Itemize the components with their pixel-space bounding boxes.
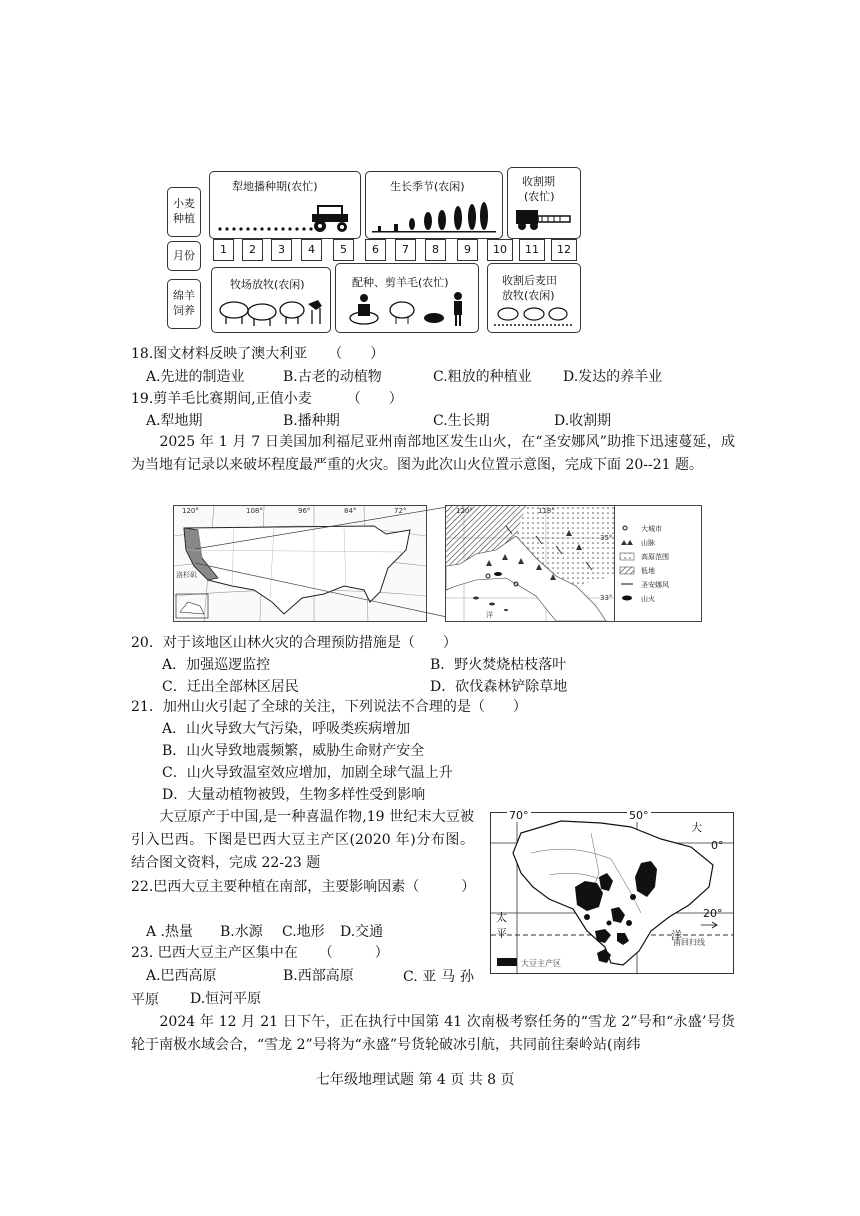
- usa-lon-label: 84°: [344, 507, 357, 515]
- q20-option-d: D．砍伐森林铲除草地: [430, 679, 568, 695]
- wheat-row-label-box: [167, 187, 201, 237]
- brazil-lat-0: 0°: [711, 839, 724, 852]
- month-cell: 8: [425, 239, 446, 261]
- zoom-connector-lines: [195, 505, 455, 625]
- brazil-ocean-left-2: 平: [496, 927, 507, 940]
- q21-option-b: B．山火导致地震频繁，威胁生命财产安全: [162, 743, 425, 759]
- month-cell: 12: [551, 239, 577, 261]
- tropic-of-capricorn-label: 南回归线: [673, 938, 705, 947]
- sheep-row-label-box: [167, 279, 201, 329]
- month-label: 月份: [173, 249, 195, 262]
- q19-option-d: D.收割期: [554, 413, 612, 429]
- post-harvest-grazing-box: [487, 263, 581, 333]
- month-cell: 1: [213, 239, 234, 261]
- legend-mountain: 山脉: [641, 539, 655, 547]
- q22-option-a: A .热量: [146, 924, 194, 940]
- month-cell: 5: [333, 239, 354, 261]
- q18-option-b: B.古老的动植物: [283, 369, 382, 385]
- los-angeles-label: 洛杉矶: [176, 571, 197, 579]
- harvest-phase-label-2: (农忙): [524, 190, 555, 203]
- plow-sow-phase-box: [209, 171, 361, 239]
- q20-stem: 20．对于该地区山林火灾的合理预防措施是（ ）: [131, 635, 457, 651]
- usa-lon-label: 108°: [246, 507, 263, 515]
- q21-option-a: A．山火导致大气污染，呼吸类疾病增加: [162, 721, 411, 737]
- legend-city: 大城市: [641, 525, 662, 533]
- brazil-ocean-top: 大: [691, 821, 702, 834]
- brazil-lon-70: 70°: [509, 809, 529, 822]
- q23-option-a: A.巴西高原: [146, 968, 217, 984]
- grazing-sheep-drawing: [216, 294, 326, 328]
- sheep-label-2: 饲养: [173, 304, 195, 317]
- post-harvest-grazing-label-2: 放牧(农闲): [502, 289, 555, 302]
- cal-lon-label: 118°: [538, 507, 555, 515]
- shearing-drawing: [342, 290, 472, 328]
- california-fire-map: [445, 505, 615, 622]
- month-cell: 2: [242, 239, 263, 261]
- legend-lowland: 低地: [641, 567, 655, 575]
- growing-season-box: [365, 171, 503, 239]
- q22-stem: 22.巴西大豆主要种植在南部，主要影响因素（ ）: [131, 879, 476, 895]
- q18-option-a: A.先进的制造业: [146, 369, 245, 385]
- harvest-phase-box: [507, 167, 581, 239]
- brazil-lat-20: 20°: [703, 907, 723, 920]
- legend-plateau: 高原范围: [641, 553, 669, 561]
- combine-harvester-drawing: [514, 206, 574, 232]
- usa-lon-label: 96°: [298, 507, 311, 515]
- month-cell: 9: [457, 239, 478, 261]
- fire-passage: 2025 年 1 月 7 日美国加利福尼亚州南部地区发生山火，在“圣安娜风”助推下迅速蔓延，成为当地有记录以来破坏程度最严重的火灾。图为此次山火位置示意图，完成下面 20--21 题。: [131, 434, 735, 473]
- cal-lat-label: 33°: [600, 594, 613, 602]
- page-footer: 七年级地理试题 第 4 页 共 8 页: [316, 1072, 515, 1088]
- q19-option-c: C.生长期: [433, 413, 490, 429]
- brazil-ocean-bottom: 洋: [671, 929, 682, 942]
- brazil-soybean-map: [490, 809, 734, 974]
- month-cell: 6: [365, 239, 386, 261]
- california-terrain-drawing: [446, 506, 614, 621]
- legend-santa-ana-wind: 圣安娜风: [641, 581, 669, 589]
- fire-map-legend: [613, 505, 702, 622]
- pasture-grazing-box: [211, 267, 331, 333]
- q20-option-a: A．加强巡逻监控: [162, 657, 271, 673]
- sheep-label-1: 绵羊: [173, 289, 195, 302]
- q23-option-b: B.西部高原: [283, 968, 354, 984]
- breeding-shearing-label: 配种、剪羊毛(农忙): [352, 276, 449, 289]
- usa-lon-label: 72°: [394, 507, 407, 515]
- wheat-label-1: 小麦: [173, 197, 195, 210]
- q23-option-d: D.恒河平原: [190, 991, 262, 1007]
- pasture-grazing-label: 牧场放牧(农闲): [230, 278, 305, 291]
- brazil-outline-drawing: [491, 813, 733, 973]
- antarctic-passage: 2024 年 12 月 21 日下午，正在执行中国第 41 次南极考察任务的“雪龙 2”号和“永盛’号货轮于南极水域会合，“雪龙 2”号将为“永盛”号货轮破冰引航，共同前往秦岭站(南纬: [131, 1014, 735, 1053]
- q18-stem: 18.图文材料反映了澳大利亚 （ ）: [131, 346, 385, 362]
- cal-lon-label: 120°: [456, 507, 473, 515]
- wheat-growth-drawing: [372, 196, 496, 234]
- soybean-passage: 大豆原产于中国,是一种喜温作物,19 世纪末大豆被引入巴西。下图是巴西大豆主产区(2020 年)分布图。结合图文资料，完成 22-23 题: [131, 809, 474, 871]
- usa-lon-label: 120°: [182, 507, 199, 515]
- plow-sow-phase-label: 犁地播种期(农忙): [232, 180, 318, 193]
- month-cell: 4: [301, 239, 322, 261]
- legend-wildfire: 山火: [641, 595, 655, 603]
- field-sheep-drawing: [494, 304, 574, 328]
- wheat-sheep-calendar-figure: [165, 167, 585, 335]
- q20-option-c: C．迁出全部林区居民: [162, 679, 299, 695]
- breeding-shearing-box: [335, 263, 479, 333]
- month-cell: 3: [271, 239, 292, 261]
- cal-ocean-label: 洋: [486, 611, 493, 619]
- tractor-seeds-drawing: [214, 196, 356, 234]
- brazil-ocean-left: 太: [496, 911, 507, 924]
- wheat-label-2: 种植: [173, 212, 195, 225]
- post-harvest-grazing-label-1: 收割后麦田: [502, 274, 557, 287]
- month-cell: 7: [395, 239, 416, 261]
- month-row-label-box: [167, 241, 201, 271]
- q19-stem: 19.剪羊毛比赛期间,正值小麦 （ ）: [131, 391, 403, 407]
- cal-lat-label: 35°: [600, 534, 613, 542]
- q21-option-c: C．山火导致温室效应增加，加剧全球气温上升: [162, 765, 453, 781]
- q18-option-d: D.发达的养羊业: [563, 369, 663, 385]
- brazil-lon-50: 50°: [629, 809, 649, 822]
- q21-stem: 21．加州山火引起了全球的关注，下列说法不合理的是（ ）: [131, 699, 527, 715]
- q22-option-b: B.水源: [220, 924, 263, 940]
- q19-option-a: A.犁地期: [146, 413, 203, 429]
- q21-option-d: D．大量动植物被毁，生物多样性受到影响: [162, 787, 426, 803]
- growing-season-label: 生长季节(农闲): [390, 180, 465, 193]
- harvest-phase-label-1: 收割期: [522, 175, 555, 188]
- q20-option-b: B．野火焚烧枯枝落叶: [430, 657, 567, 673]
- month-cell: 10: [487, 239, 513, 261]
- q22-option-d: D.交通: [340, 924, 384, 940]
- soybean-legend-label: 大豆主产区: [521, 959, 561, 968]
- q23-stem: 23. 巴西大豆主产区集中在 （ ）: [131, 945, 389, 961]
- q19-option-b: B.播种期: [283, 413, 340, 429]
- q18-option-c: C.粗放的种植业: [433, 369, 532, 385]
- month-cell: 11: [519, 239, 545, 261]
- q22-option-c: C.地形: [282, 924, 325, 940]
- q23-option-c: C. 亚 马 孙平原: [131, 969, 474, 1008]
